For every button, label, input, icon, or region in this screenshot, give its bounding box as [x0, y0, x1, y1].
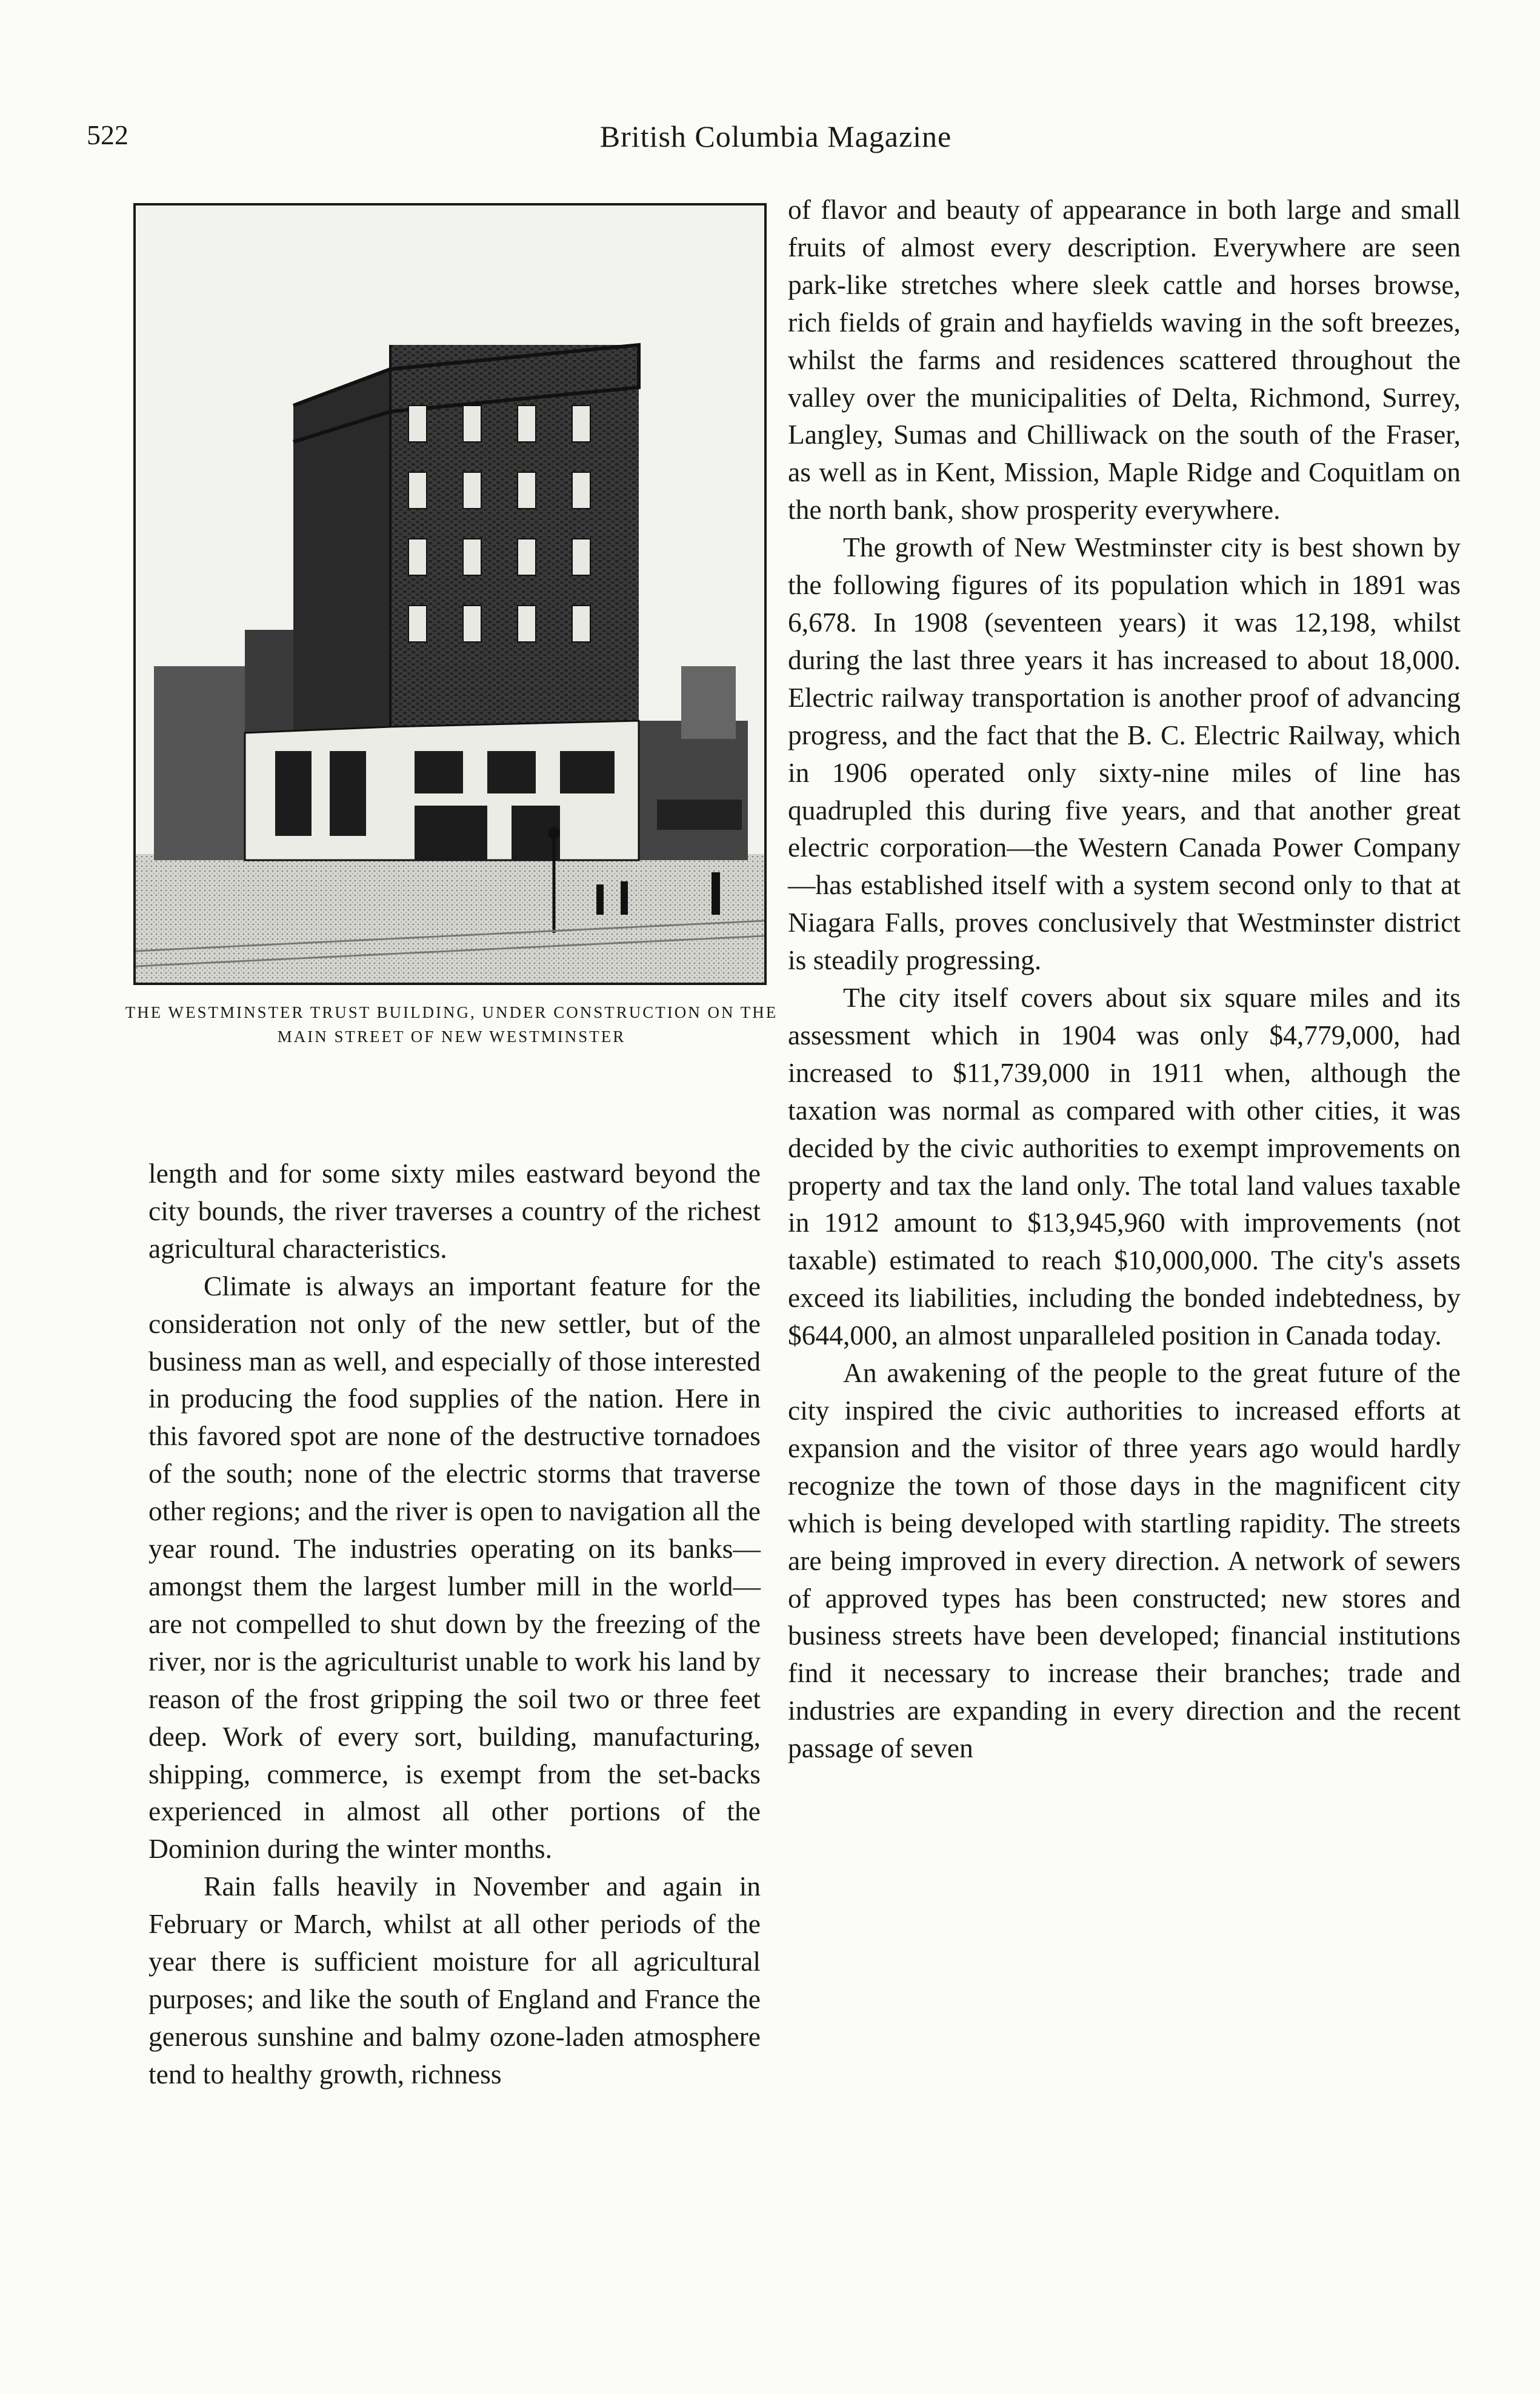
paragraph: An awakening of the people to the great future of the city inspired the civic authorities to increased efforts at expansion and the visitor of three years ago would hardly recognize the town of those days in the magnificent city which is being developed with startling rapidity. The streets are being improved in every direction. A network of sewers of approved types has been constructed; new stores and business streets have been developed; financial institutions find it necessary to increase their branches; trade and industries are expanding in every direction and the recent passage of seven: [788, 1357, 1461, 1764]
page-header: [0, 119, 1540, 167]
paragraph: Rain falls heavily in November and again in February or March, whilst at all other periods of the year there is sufficient moisture for all agricultural purposes; and like the south of England and France the generous sunshine and balmy ozone-laden atmosphere tend to healthy growth, richness: [148, 1871, 761, 2089]
page-number: 522: [87, 119, 128, 150]
building-illustration: [136, 205, 764, 983]
right-column: [788, 191, 1461, 1767]
building-photo: [133, 203, 767, 985]
paragraph: The growth of New Westminster city is best shown by the following figures of its population which in 1891 was 6,678. In 1908 (seventeen years) it was 12,198, whilst during the last three years it has increased to about 18,000. Electric railway transportation is another proof of advancing progress, and the fact that the B. C. Electric Railway, which in 1906 operated only sixty-nine miles of line has quadrupled this during five years, and that another great electric corporation—the Western Canada Power Company—has established itself with a system second only to that at Niagara Falls, proves conclusively that Westminster district is steadily progressing.: [788, 532, 1461, 976]
figure-caption: THE WESTMINSTER TRUST BUILDING, UNDER CONSTRUCTION ON THE MAIN STREET OF NEW WESTMINSTER: [125, 1003, 778, 1046]
paragraph: The city itself covers about six square miles and its assessment which in 1904 was only $4,779,000, had increased to $11,739,000 in 1911 when, although the taxation was normal as compared with other cities, it was decided by the civic authorities to exempt improvements on property and tax the land only. The total land values taxable in 1912 amount to $13,945,960 with improvements (not taxable) estimated to reach $10,000,000. The city's assets exceed its liabilities, including the bonded indebtedness, by $644,000, an almost unparalleled position in Canada today.: [788, 982, 1461, 1351]
paragraph: length and for some sixty miles eastward beyond the city bounds, the river traverses a country of the richest agricultural characteristics.: [148, 1158, 761, 1264]
paragraph: of flavor and beauty of appearance in both large and small fruits of almost every description. Everywhere are seen park-like stretches where sleek cattle and horses browse, rich fields of grain and hayfields waving in the soft breezes, whilst the farms and residences scattered throughout the valley over the municipalities of Delta, Richmond, Surrey, Langley, Sumas and Chilliwack on the south of the Fraser, as well as in Kent, Mission, Maple Ridge and Coquitlam on the north bank, show prosperity everywhere.: [788, 194, 1461, 526]
running-title: British Columbia Magazine: [599, 119, 952, 153]
figure: [133, 203, 767, 985]
paragraph: Climate is always an important feature for the consideration not only of the new settler, but of the business man as well, and especially of those interested in producing the food supplies of the nation. Here in this favored spot are none of the destructive tornadoes of the south; none of the electric storms that traverse other regions; and the river is open to navigation all the year round. The industries operating on its banks—amongst them the largest lumber mill in the world—are not compelled to shut down by the freezing of the river, nor is the agriculturist unable to work his land by reason of the frost gripping the soil two or three feet deep. Work of every sort, building, manufacturing, shipping, commerce, is exempt from the set-backs experienced in almost all other portions of the Dominion during the winter months.: [148, 1270, 761, 1865]
left-column: [148, 1155, 761, 2093]
